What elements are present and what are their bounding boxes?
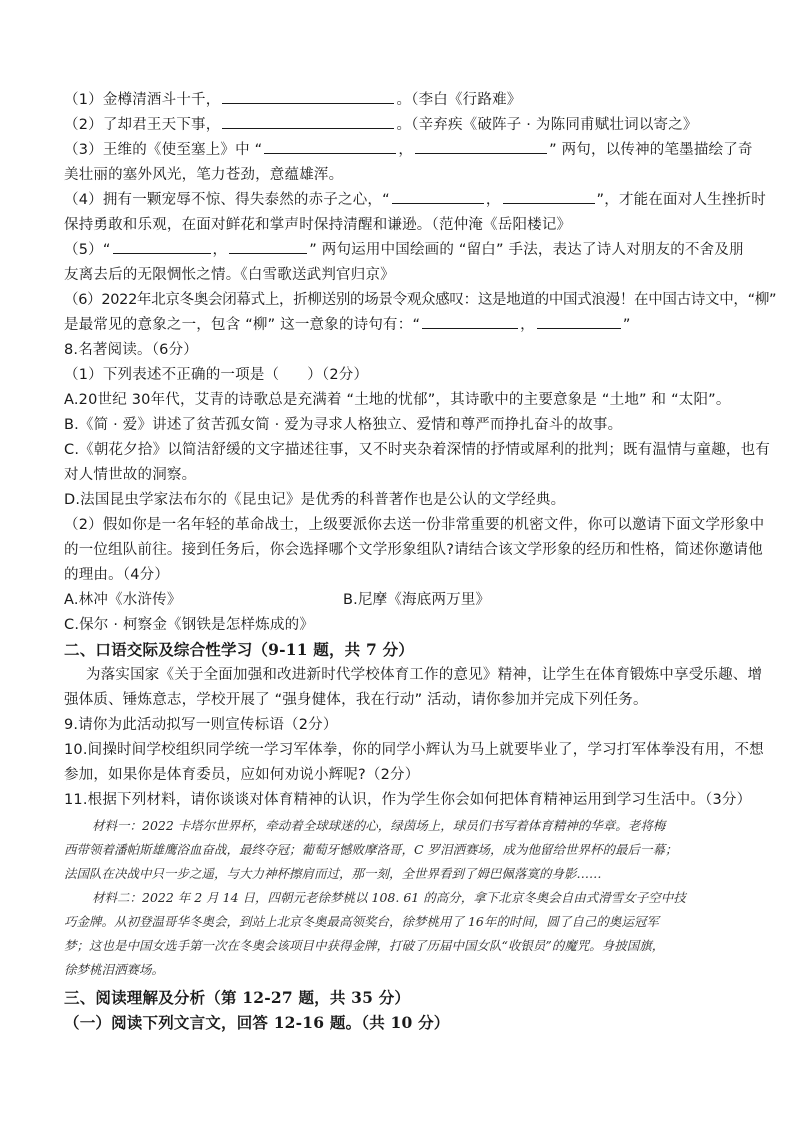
material-1-cont2: 法国队在决战中只一步之遥，与大力神杯擦肩而过，那一刻，全世界看到了姆巴佩落寞的身影…… xyxy=(64,866,602,881)
poem-line-2-source: 。（辛弃疾《破阵子 · 为陈同甫赋壮词以寄之》 xyxy=(396,117,698,133)
option-d: D.法国昆虫学家法布尔的《昆虫记》是优秀的科普著作也是公认的文学经典。 xyxy=(64,492,566,508)
material-2-cont2: 梦；这也是中国女选手第一次在冬奥会该项目中获得金牌，打破了历届中国女队“收银员”的魔咒。身披国旗， xyxy=(64,938,665,953)
poem-line-4 xyxy=(64,189,766,211)
poem-line-3-prompt: （3）王维的《使至塞上》中 “ xyxy=(64,142,263,158)
poem-line-1-source: 。（李白《行路难》 xyxy=(396,92,522,108)
poem-line-2 xyxy=(64,114,736,136)
answer-blank[interactable] xyxy=(222,89,394,104)
choice-row-1 xyxy=(64,589,736,611)
poem-line-3 xyxy=(64,139,753,161)
question-8-2-cont2: 的理由。（4分） xyxy=(64,567,170,583)
section-2-intro: 为落实国家《关于全面加强和改进新时代学校体育工作的意见》精神，让学生在体育锻炼中享受乐趣、增 xyxy=(86,667,763,683)
answer-blank[interactable] xyxy=(264,139,396,154)
section-2-intro-cont: 强体质、锤炼意志，学校开展了 “强身健体，我在行动” 活动，请你参加并完成下列任务。 xyxy=(64,692,648,708)
poem-line-5-prompt: （5）“ xyxy=(64,242,111,258)
material-1-cont: 西带领着潘帕斯雄鹰浴血奋战，最终夺冠；葡萄牙憾败摩洛哥，C 罗泪洒赛场，成为他留给世界杯的最后一幕； xyxy=(64,842,678,857)
question-8-2: （2）假如你是一名年轻的革命战士，上级要派你去送一份非常重要的机密文件，你可以邀请下面文学形象中 xyxy=(64,517,765,533)
material-2-cont3: 徐梦桃泪洒赛场。 xyxy=(64,962,165,977)
poem-line-2-prompt: （2）了却君王天下事， xyxy=(64,117,221,133)
poem-line-6-cont xyxy=(64,314,736,336)
comma: ， xyxy=(398,142,414,158)
answer-blank[interactable] xyxy=(503,189,595,204)
question-8-1-score: ）（2分） xyxy=(307,367,369,383)
poem-line-1-prompt: （1）金樽清酒斗十千， xyxy=(64,92,221,108)
poem-line-5-cont: 友离去后的无限惆怅之情。《白雪歌送武判官归京》 xyxy=(64,267,395,283)
section-3-subheading: （一）阅读下列文言文，回答 12-16 题。（共 10 分） xyxy=(64,1013,450,1032)
question-10-cont: 参加，如果你是体育委员，应如何劝说小辉呢?（2分） xyxy=(64,767,420,783)
answer-blank[interactable] xyxy=(415,139,547,154)
choice-b: B.尼摩《海底两万里》 xyxy=(343,592,491,608)
answer-blank[interactable] xyxy=(537,314,621,329)
answer-blank[interactable] xyxy=(392,189,484,204)
poem-line-6: （6）2022年北京冬奥会闭幕式上，折柳送别的场景令观众感叹：这是地道的中国式浪漫！在中国古诗文中，“柳” xyxy=(64,292,777,308)
question-10: 10.间操时间学校组织同学统一学习军体拳，你的同学小辉认为马上就要毕业了，学习打军体拳没有用，不想 xyxy=(64,742,764,758)
poem-line-6-prompt: 是最常见的意象之一，包含 “柳” 这一意象的诗句有：“ xyxy=(64,317,421,333)
comma: ， xyxy=(520,317,535,333)
section-2-heading: 二、口语交际及综合性学习（9-11 题，共 7 分） xyxy=(64,640,414,659)
poem-line-4-prompt: （4）拥有一颗宠辱不惊、得失泰然的赤子之心，“ xyxy=(64,192,390,208)
question-8-title: 8.名著阅读。（6分） xyxy=(64,342,199,358)
answer-blank[interactable] xyxy=(229,239,307,254)
poem-line-5 xyxy=(64,239,744,261)
quote-end: ” xyxy=(622,317,631,333)
poem-line-5-tail: ” 两句运用中国绘画的 “留白” 手法，表达了诗人对朋友的不舍及朋 xyxy=(309,242,744,258)
option-b: B.《简 · 爱》讲述了贫苦孤女简 · 爱为寻求人格独立、爱情和尊严而挣扎奋斗的故事。 xyxy=(64,417,623,433)
answer-blank[interactable] xyxy=(113,239,211,254)
poem-line-1 xyxy=(64,89,736,111)
choice-a: A.林冲《水浒传》 xyxy=(64,592,182,608)
question-8-1-prompt: （1）下列表述不正确的一项是（ xyxy=(64,367,280,383)
question-8-2-cont: 的一位组队前往。接到任务后，你会选择哪个文学形象组队?请结合该文学形象的经历和性格，简述你邀请他 xyxy=(64,542,763,558)
option-c-cont: 对人情世故的洞察。 xyxy=(64,467,197,483)
material-1: 材料一：2022 卡塔尔世界杯，牵动着全球球迷的心，绿茵场上，球员们书写着体育精神的华章。老将梅 xyxy=(92,818,666,833)
comma: ， xyxy=(485,192,501,208)
question-8-1 xyxy=(64,364,736,386)
material-2-cont: 巧金牌。从初登温哥华冬奥会，到站上北京冬奥最高领奖台，徐梦桃用了 16年的时间，圆了自己的奥运冠军 xyxy=(64,914,659,929)
answer-blank[interactable] xyxy=(222,114,394,129)
material-2: 材料二：2022 年 2 月 14 日，四朝元老徐梦桃以 108. 61 的高分，拿下北京冬奥会自由式滑雪女子空中技 xyxy=(92,890,686,905)
section-3-heading: 三、阅读理解及分析（第 12-27 题，共 35 分） xyxy=(64,988,411,1007)
question-11: 11.根据下列材料，请你谈谈对体育精神的认识，作为学生你会如何把体育精神运用到学习生活中。（3分） xyxy=(64,792,752,808)
comma: ， xyxy=(212,242,228,258)
poem-line-4-tail: ”，才能在面对人生挫折时 xyxy=(596,192,766,208)
poem-line-4-cont: 保持勇敢和乐观，在面对鲜花和掌声时保持清醒和谦逊。（范仲淹《岳阳楼记》 xyxy=(64,217,572,233)
answer-blank[interactable] xyxy=(422,314,518,329)
poem-line-3-tail: ” 两句，以传神的笔墨描绘了奇 xyxy=(549,142,753,158)
poem-line-3-cont: 美壮丽的塞外风光，笔力苍劲，意蕴雄浑。 xyxy=(64,167,344,183)
option-a: A.20世纪 30年代，艾青的诗歌总是充满着 “土地的忧郁”，其诗歌中的主要意象是 “土地” 和 “太阳”。 xyxy=(64,392,731,408)
option-c: C.《朝花夕拾》以简洁舒缓的文字描述往事，又不时夹杂着深情的抒情或犀利的批判；既有温情与童趣，也有 xyxy=(64,442,771,458)
question-9: 9.请你为此活动拟写一则宣传标语（2分） xyxy=(64,717,338,733)
choice-c: C.保尔 · 柯察金《钢铁是怎样炼成的》 xyxy=(64,617,315,633)
